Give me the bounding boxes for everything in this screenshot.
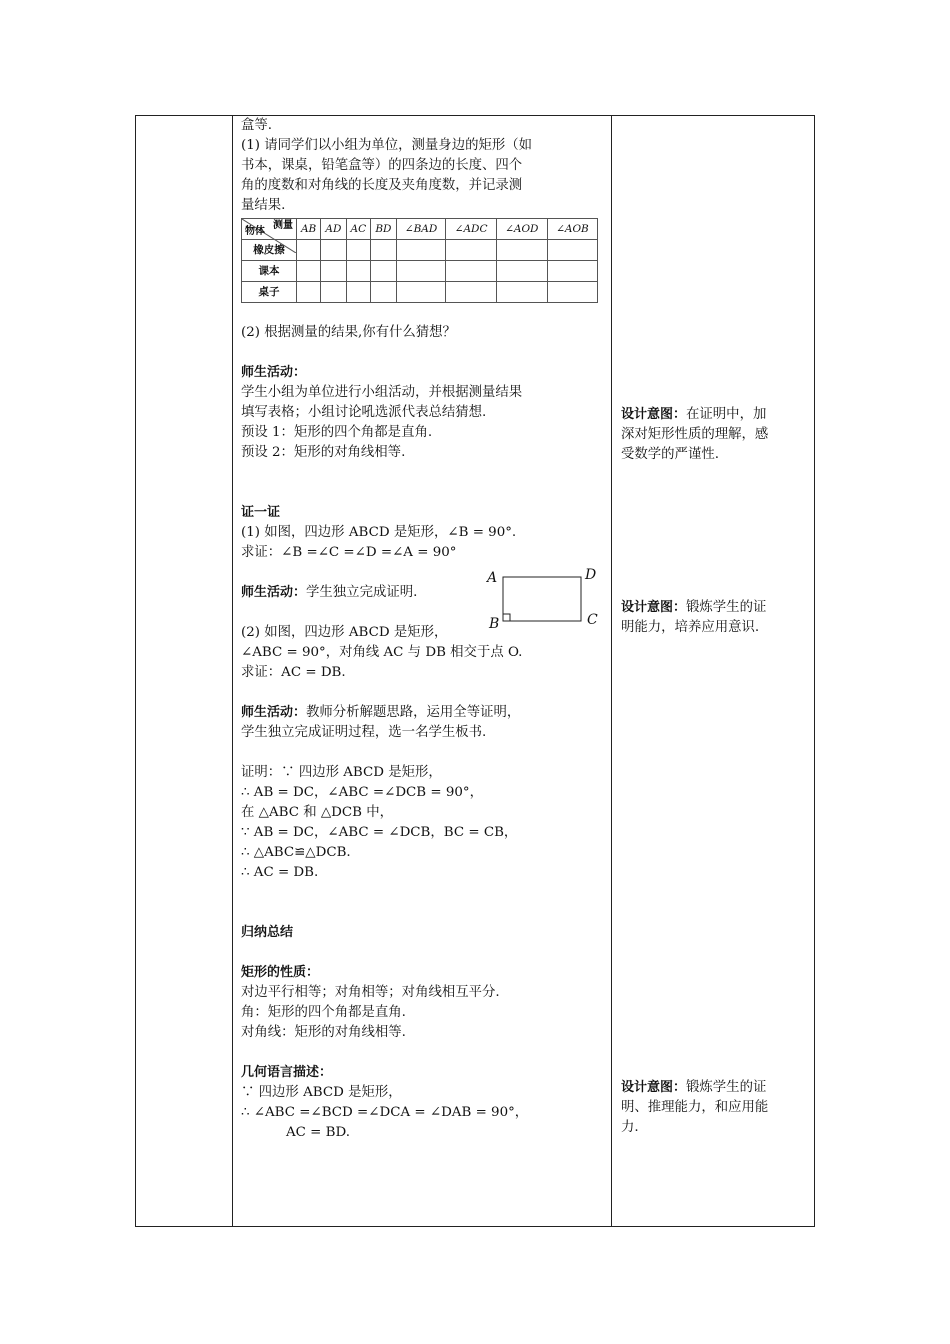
design-note [621, 598, 809, 638]
prove-line: (1) 如图，四边形 ABCD 是矩形，∠B = 90°. [241, 525, 517, 540]
proof-line: ∴ △ABC≌△DCB. [241, 845, 351, 860]
geometry-line: ∵ 四边形 ABCD 是矩形， [241, 1085, 402, 1100]
activity1-line: 填写表格；小组讨论吼选派代表总结猜想. [241, 405, 487, 420]
rectangle-figure [486, 566, 606, 630]
task1-line: (1) 请同学们以小组为单位，测量身边的矩形（如 [241, 138, 533, 153]
table-header-cell: ∠AOB [547, 219, 597, 240]
properties-line: 对边平行相等；对角相等；对角线相互平分. [241, 985, 500, 1000]
design-note-text: 在证明中，加 [686, 407, 767, 422]
corner-label-bottom: 物体 [245, 226, 265, 237]
prove-line: 求证：∠B =∠C =∠D =∠A = 90° [241, 545, 457, 560]
design-note-label: 设计意图： [621, 1080, 687, 1095]
rectangle-shape [503, 577, 581, 621]
activity3-title: 师生活动： [241, 705, 307, 720]
vertex-label-d: D [585, 567, 597, 583]
column-divider-left [232, 116, 233, 1226]
proof-line: 在 △ABC 和 △DCB 中， [241, 805, 394, 820]
table-corner-cell [242, 219, 297, 240]
corner-label-top: 测量 [273, 220, 293, 231]
task1-line: 量结果. [241, 198, 286, 213]
design-note [621, 1078, 809, 1138]
properties-title: 矩形的性质： [241, 965, 320, 980]
table-row [242, 261, 598, 282]
row-label: 桌子 [242, 282, 297, 303]
table-header-cell: BD [371, 219, 396, 240]
design-note-label: 设计意图： [621, 600, 687, 615]
design-note-line: 受数学的严谨性. [621, 447, 719, 462]
design-note-line: 力. [621, 1120, 639, 1135]
design-note-line: 深对矩形性质的理解，感 [621, 427, 769, 442]
table-header-cell: AC [346, 219, 371, 240]
prove2-line: 求证：AC = DB. [241, 665, 346, 680]
design-note-line: 明、推理能力，和应用能 [621, 1100, 769, 1115]
activity1-line: 预设 1：矩形的四个角都是直角. [241, 425, 433, 440]
proof-line: 证明：∵ 四边形 ABCD 是矩形， [241, 765, 442, 780]
vertex-label-c: C [587, 612, 598, 628]
prove2-line: ∠ABC = 90°，对角线 AC 与 DB 相交于点 O. [241, 645, 523, 660]
summary-title: 归纳总结 [241, 925, 294, 940]
design-note-text: 锻炼学生的证 [686, 600, 767, 615]
geometry-line: AC = BD. [286, 1125, 351, 1140]
table-header-cell: ∠AOD [496, 219, 547, 240]
table-header-cell: AD [321, 219, 346, 240]
lesson-table [135, 115, 815, 1227]
prove2-line: (2) 如图，四边形 ABCD 是矩形， [241, 625, 448, 640]
task1-line: 角的度数和对角线的长度及夹角度数，并记录测 [241, 178, 523, 193]
geometry-line: ∴ ∠ABC =∠BCD =∠DCA = ∠DAB = 90°， [241, 1105, 529, 1120]
design-note-text: 锻炼学生的证 [686, 1080, 767, 1095]
activity1-title: 师生活动： [241, 365, 307, 380]
intro-line: 盒等. [241, 118, 273, 133]
design-note-label: 设计意图： [621, 407, 687, 422]
design-note-line: 明能力，培养应用意识. [621, 620, 760, 635]
design-note [621, 405, 809, 465]
properties-line: 角：矩形的四个角都是直角. [241, 1005, 406, 1020]
task2-line: (2) 根据测量的结果,你有什么猜想？ [241, 325, 456, 340]
column-divider-right [611, 116, 612, 1226]
vertex-label-a: A [487, 570, 498, 586]
properties-line: 对角线：矩形的对角线相等. [241, 1025, 406, 1040]
geometry-title: 几何语言描述： [241, 1065, 333, 1080]
table-row [242, 282, 598, 303]
prove-title: 证一证 [241, 505, 281, 520]
task1-line: 书本，课桌，铅笔盒等）的四条边的长度、四个 [241, 158, 523, 173]
row-label: 课本 [242, 261, 297, 282]
table-header-cell: AB [297, 219, 321, 240]
activity3-line: 学生独立完成证明过程，选一名学生板书. [241, 725, 487, 740]
vertex-label-b: B [489, 616, 500, 630]
measurement-table [241, 218, 598, 303]
activity2-text: 学生独立完成证明. [306, 585, 418, 600]
proof-line: ∴ AC = DB. [241, 865, 319, 880]
table-header-cell: ∠ADC [446, 219, 496, 240]
activity1-line: 学生小组为单位进行小组活动，并根据测量结果 [241, 385, 523, 400]
proof-line: ∵ AB = DC，∠ABC = ∠DCB，BC = CB， [241, 825, 518, 840]
proof-line: ∴ AB = DC，∠ABC =∠DCB = 90°， [241, 785, 483, 800]
activity1-line: 预设 2：矩形的对角线相等. [241, 445, 406, 460]
activity3-line [241, 703, 607, 723]
row-label: 橡皮擦 [242, 240, 297, 261]
table-header-cell: ∠BAD [396, 219, 446, 240]
activity3-text: 教师分析解题思路，运用全等证明， [306, 705, 521, 720]
activity2-title: 师生活动： [241, 585, 307, 600]
right-angle-mark [503, 614, 510, 621]
